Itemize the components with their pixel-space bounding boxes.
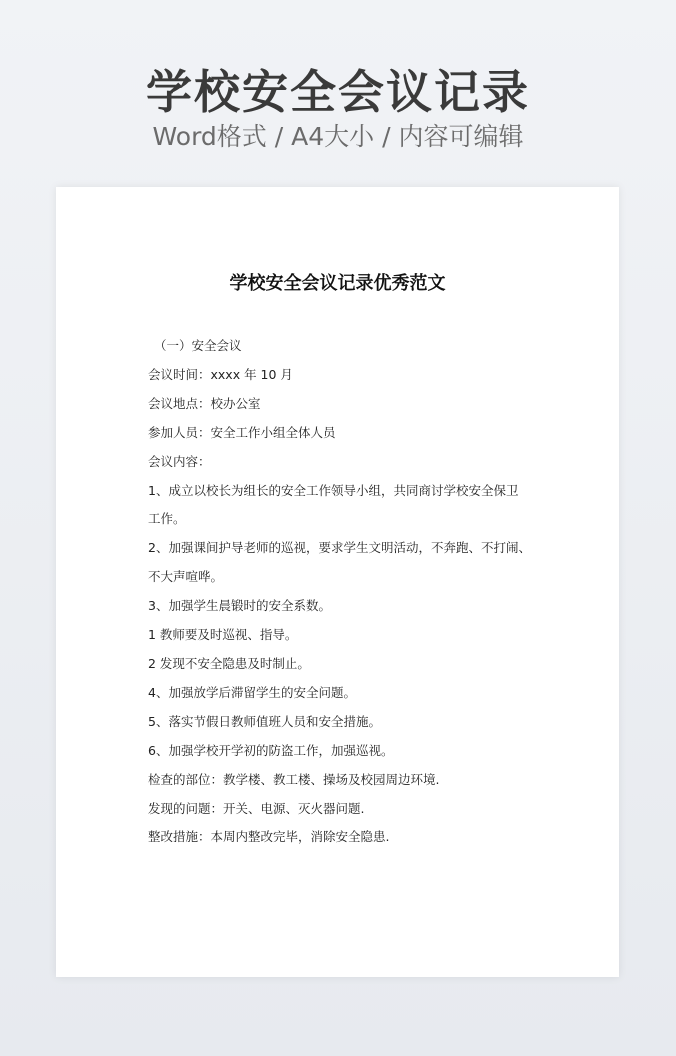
content-item-continued: 不大声喧哗。 [148, 569, 224, 585]
content-item: 3、加强学生晨锻时的安全系数。 [148, 598, 331, 614]
issues-found: 发现的问题：开关、电源、灭火器问题. [148, 800, 365, 816]
content-item: 6、加强学校开学初的防盗工作，加强巡视。 [148, 742, 394, 758]
content-item: 2、加强课间护导老师的巡视，要求学生文明活动，不奔跑、不打闹、 [148, 540, 531, 556]
corrective-measures: 整改措施：本周内整改完毕，消除安全隐患. [148, 829, 390, 845]
meeting-content-label: 会议内容： [148, 453, 211, 469]
content-item-continued: 工作。 [148, 511, 186, 527]
content-item: 5、落实节假日教师值班人员和安全措施。 [148, 713, 381, 729]
meeting-time: 会议时间：xxxx 年 10 月 [148, 366, 293, 382]
banner-subtitle: Word格式 / A4大小 / 内容可编辑 [152, 122, 524, 151]
meeting-attendees: 参加人员：安全工作小组全体人员 [148, 424, 336, 440]
content-item: 1、成立以校长为组长的安全工作领导小组，共同商讨学校安全保卫 [148, 482, 519, 498]
document-page [56, 187, 619, 977]
content-subitem: 2 发现不安全隐患及时制止。 [148, 655, 310, 671]
section-heading: （一）安全会议 [154, 338, 242, 353]
meeting-location: 会议地点：校办公室 [148, 395, 261, 411]
header-banner [0, 0, 676, 186]
document-title: 学校安全会议记录优秀范文 [229, 273, 446, 294]
content-subitem: 1 教师要及时巡视、指导。 [148, 627, 298, 643]
content-item: 4、加强放学后滞留学生的安全问题。 [148, 684, 356, 700]
document-body [148, 332, 548, 852]
inspection-areas: 检查的部位：教学楼、教工楼、操场及校园周边环境. [148, 771, 440, 787]
banner-title: 学校安全会议记录 [146, 65, 530, 119]
